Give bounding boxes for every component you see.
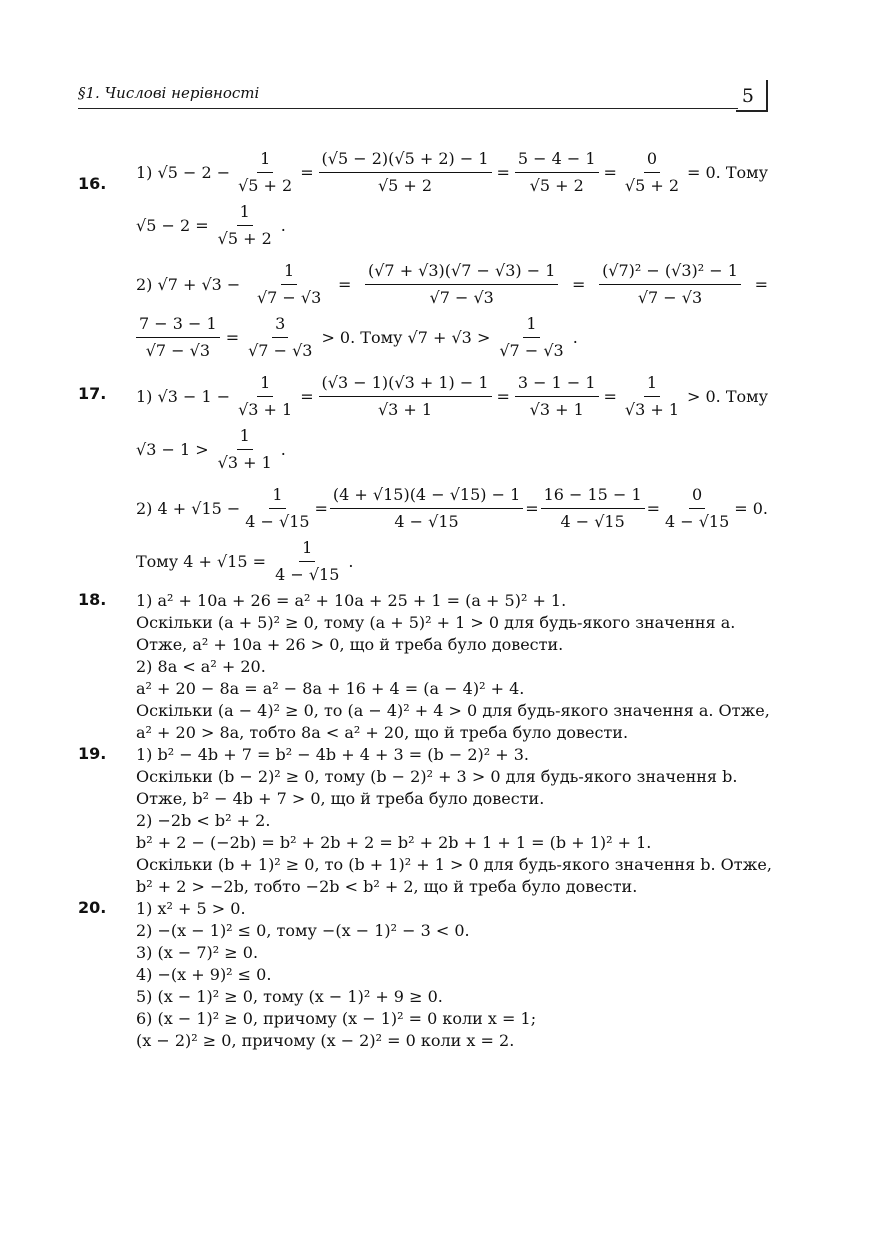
numerator: 1 xyxy=(281,260,297,285)
problem-17 xyxy=(78,372,768,586)
header-rule xyxy=(78,108,738,109)
fraction xyxy=(496,313,566,362)
numerator: (√7)² − (√3)² − 1 xyxy=(599,260,741,285)
expr: Тому 4 + √15 = xyxy=(136,551,267,571)
expr: > 0. Тому √7 + √3 > xyxy=(321,327,491,347)
numerator: (√5 − 2)(√5 + 2) − 1 xyxy=(319,148,492,173)
problem-16 xyxy=(78,148,768,362)
fraction xyxy=(242,484,312,533)
fraction xyxy=(319,372,492,421)
equals-sign: = xyxy=(646,498,660,518)
numerator: 1 xyxy=(237,425,253,450)
denominator: √5 + 2 xyxy=(238,176,293,195)
text-line: Оскільки (b − 2)² ≥ 0, тому (b − 2)² + 3 > 0 для будь-якого значення b. xyxy=(136,767,738,786)
denominator: √7 − √3 xyxy=(145,341,211,360)
equals-sign: = xyxy=(300,386,314,406)
expr-tail: = 0. Тому xyxy=(686,162,768,182)
expr-tail: = 0. xyxy=(734,498,768,518)
denominator: √7 − √3 xyxy=(429,288,494,307)
denominator: 4 − √15 xyxy=(664,512,730,531)
fraction xyxy=(662,484,732,533)
equals-sign: = xyxy=(525,498,539,518)
denominator: √3 + 1 xyxy=(217,453,272,472)
page-number: 5 xyxy=(741,85,754,107)
problem-19 xyxy=(78,744,772,898)
denominator: √7 − √3 xyxy=(637,288,703,307)
fraction xyxy=(515,148,599,197)
text-line: a² + 20 − 8a = a² − 8a + 16 + 4 = (a − 4)² + 4. xyxy=(136,679,525,698)
problem-number: 17. xyxy=(78,384,107,403)
fraction xyxy=(136,313,220,362)
text-line: 6) (x − 1)² ≥ 0, причому (x − 1)² = 0 коли x = 1; xyxy=(136,1009,537,1028)
text-line: 1) x² + 5 > 0. xyxy=(136,899,246,918)
text-line: Оскільки (a − 4)² ≥ 0, то (a − 4)² + 4 > 0 для будь-якого значення a. Отже, xyxy=(136,701,770,720)
fraction xyxy=(254,260,324,309)
expr: √3 − 1 > xyxy=(136,439,209,459)
numerator: 0 xyxy=(644,148,660,173)
denominator: 4 − √15 xyxy=(394,512,459,531)
denominator: √5 + 2 xyxy=(377,176,433,195)
text-line: 4) −(x + 9)² ≤ 0. xyxy=(136,965,272,984)
equation-line xyxy=(136,148,768,197)
numerator: 1 xyxy=(299,537,315,562)
expr: 1) √5 − 2 − xyxy=(136,162,231,182)
numerator: 3 − 1 − 1 xyxy=(515,372,599,397)
numerator: 1 xyxy=(523,313,539,338)
numerator: 1 xyxy=(237,201,253,226)
problem-number: 20. xyxy=(78,898,107,917)
numerator: 1 xyxy=(269,484,285,509)
fraction xyxy=(319,148,492,197)
numerator: 0 xyxy=(689,484,705,509)
denominator: √3 + 1 xyxy=(238,400,293,419)
problem-18 xyxy=(78,590,768,744)
numerator: (√3 − 1)(√3 + 1) − 1 xyxy=(319,372,492,397)
fraction xyxy=(235,148,295,197)
equation-line xyxy=(136,372,768,421)
fraction xyxy=(215,425,275,474)
equals-sign: = xyxy=(300,162,314,182)
problem-number: 19. xyxy=(78,744,107,763)
numerator: (4 + √15)(4 − √15) − 1 xyxy=(330,484,523,509)
fraction xyxy=(515,372,599,421)
numerator: 16 − 15 − 1 xyxy=(541,484,645,509)
numerator: (√7 + √3)(√7 − √3) − 1 xyxy=(365,260,558,285)
denominator: √5 + 2 xyxy=(529,176,584,195)
denominator: 4 − √15 xyxy=(560,512,625,531)
text-line: 2) 8a < a² + 20. xyxy=(136,657,266,676)
numerator: 7 − 3 − 1 xyxy=(136,313,220,338)
denominator: √7 − √3 xyxy=(256,288,322,307)
fraction xyxy=(235,372,295,421)
text-line: 2) −(x − 1)² ≤ 0, тому −(x − 1)² − 3 < 0. xyxy=(136,921,470,940)
text-line: (x − 2)² ≥ 0, причому (x − 2)² = 0 коли x = 2. xyxy=(136,1031,515,1050)
numerator: 1 xyxy=(644,372,660,397)
equals-sign: = xyxy=(337,274,352,294)
denominator: √7 − √3 xyxy=(248,341,313,360)
equation-line xyxy=(136,484,768,533)
denominator: 4 − √15 xyxy=(245,512,310,531)
equals-sign: = xyxy=(754,274,768,294)
expr: 2) √7 + √3 − xyxy=(136,274,241,294)
numerator: 5 − 4 − 1 xyxy=(515,148,599,173)
numerator: 1 xyxy=(257,372,273,397)
fraction xyxy=(622,372,682,421)
text-line: 1) b² − 4b + 7 = b² − 4b + 4 + 3 = (b − 2)² + 3. xyxy=(136,745,529,764)
problem-number: 16. xyxy=(78,174,107,193)
text-line: b² + 2 > −2b, тобто −2b < b² + 2, що й треба було довести. xyxy=(136,877,638,896)
equation-line xyxy=(136,260,768,309)
section-title: §1. Числові нерівності xyxy=(78,84,260,102)
page-header xyxy=(78,80,768,112)
fraction xyxy=(215,201,275,250)
text-line: Оскільки (a + 5)² ≥ 0, тому (a + 5)² + 1 > 0 для будь-якого значення a. xyxy=(136,613,736,632)
equals-sign: = xyxy=(314,498,328,518)
text-line: 3) (x − 7)² ≥ 0. xyxy=(136,943,259,962)
equals-sign: = xyxy=(603,386,617,406)
equals-sign: = xyxy=(603,162,617,182)
expr: √5 − 2 = xyxy=(136,215,209,235)
fraction xyxy=(599,260,741,309)
page-content xyxy=(78,148,772,1052)
fraction xyxy=(245,313,315,362)
equation-line: √3 − 1 > $\frac{1}{√3 + 1}$ . xyxy=(136,426,286,472)
text-line: a² + 20 > 8a, тобто 8a < a² + 20, що й треба було довести. xyxy=(136,723,629,742)
fraction xyxy=(622,148,682,197)
denominator: √5 + 2 xyxy=(217,229,272,248)
text-line: b² + 2 − (−2b) = b² + 2b + 2 = b² + 2b + 1 + 1 = (b + 1)² + 1. xyxy=(136,833,652,852)
denominator: √5 + 2 xyxy=(624,176,680,195)
equation-line: √5 − 2 = $\frac{1}{√5 + 2}$ . xyxy=(136,202,286,248)
text-line: Отже, a² + 10a + 26 > 0, що й треба було довести. xyxy=(136,635,564,654)
denominator: √3 + 1 xyxy=(529,400,584,419)
problem-20 xyxy=(78,898,768,1052)
fraction xyxy=(541,484,645,533)
equals-sign: = xyxy=(496,386,510,406)
numerator: 1 xyxy=(257,148,273,173)
denominator: √3 + 1 xyxy=(624,400,680,419)
equals-sign: = xyxy=(496,162,510,182)
equation-line: $\frac{7 - 3 - 1}{√7 - √3}$ = $\frac{3}{√7 - √3}$ > 0. Тому √7 + √3 > $\frac{1}{√7 - √3}$ . xyxy=(136,313,768,362)
fraction xyxy=(330,484,523,533)
equals-sign: = xyxy=(572,274,586,294)
expr: 1) √3 − 1 − xyxy=(136,386,231,406)
text-line: 5) (x − 1)² ≥ 0, тому (x − 1)² + 9 ≥ 0. xyxy=(136,987,443,1006)
denominator: 4 − √15 xyxy=(275,565,340,584)
expr: 2) 4 + √15 − xyxy=(136,498,241,518)
equation-line: Тому 4 + √15 = $\frac{1}{4 - √15}$ . xyxy=(136,538,354,584)
text-line: Отже, b² − 4b + 7 > 0, що й треба було довести. xyxy=(136,789,545,808)
numerator: 3 xyxy=(272,313,288,338)
text-line: Оскільки (b + 1)² ≥ 0, то (b + 1)² + 1 > 0 для будь-якого значення b. Отже, xyxy=(136,855,772,874)
text-line: 2) −2b < b² + 2. xyxy=(136,811,271,830)
problem-number: 18. xyxy=(78,590,107,609)
fraction xyxy=(365,260,558,309)
text-line: 1) a² + 10a + 26 = a² + 10a + 25 + 1 = (a + 5)² + 1. xyxy=(136,591,567,610)
denominator: √3 + 1 xyxy=(377,400,433,419)
denominator: √7 − √3 xyxy=(499,341,564,360)
expr-tail: > 0. Тому xyxy=(686,386,768,406)
fraction xyxy=(272,537,342,586)
equals-sign: = xyxy=(225,327,240,347)
